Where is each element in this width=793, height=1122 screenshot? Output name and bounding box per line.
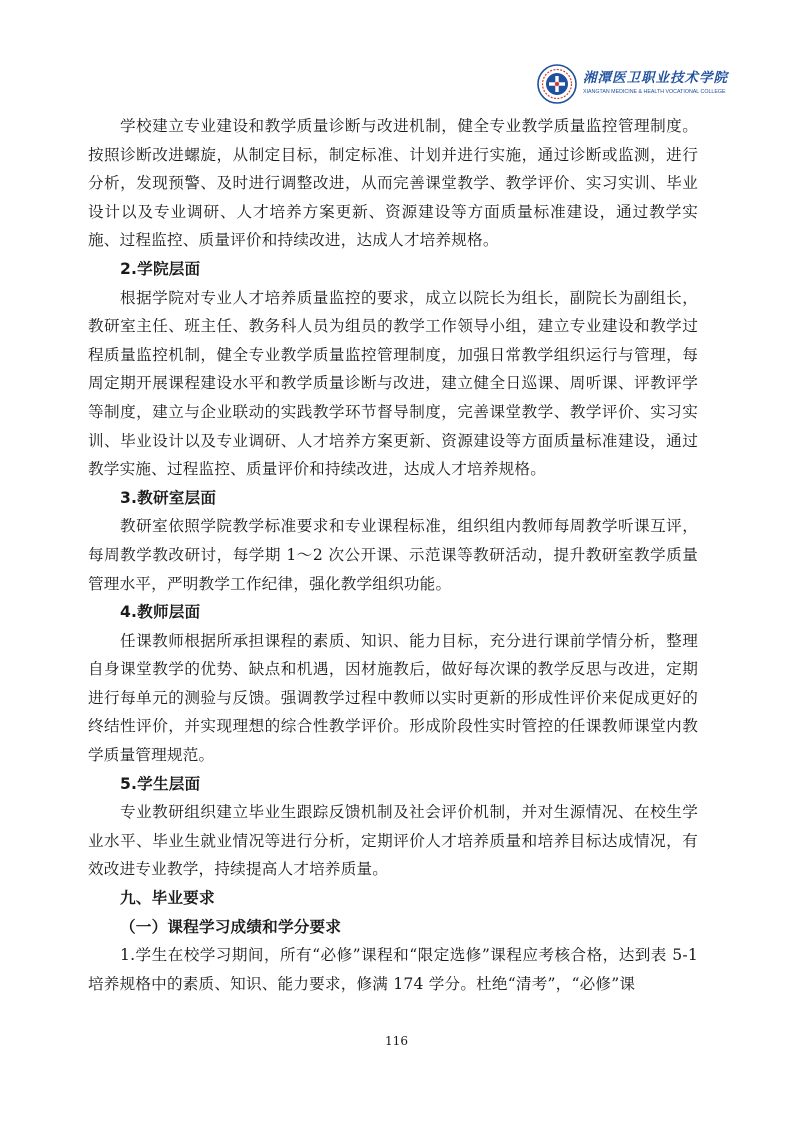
body-paragraph: 学校建立专业建设和教学质量诊断与改进机制，健全专业教学质量监控管理制度。按照诊断改进螺旋，从制定目标，制定标准、计划并进行实施，通过诊断或监测，进行分析，发现预警、及时进行调整改进，从而完善课堂教学、教学评价、实习实训、毕业设计以及专业调研、人才培养方案更新、资源建设等方面质量标准建设，通过教学实施、过程监控、质量评价和持续改进，达成人才培养规格。 [88, 117, 698, 250]
college-emblem-icon [537, 64, 577, 104]
page-number: 116 [385, 1034, 408, 1048]
body-paragraph: 任课教师根据所承担课程的素质、知识、能力目标，充分进行课前学情分析，整理自身课堂教学的优势、缺点和机遇，因材施教后，做好每次课的教学反思与改进，定期进行每单元的测验与反馈。强调教学过程中教师以实时更新的形成性评价来促成更好的终结性评价，并实现理想的综合性教学评价。形成阶段性实时管控的任课教师课堂内教学质量管理规范。 [88, 631, 698, 765]
college-logo [537, 64, 728, 108]
section-heading: 5.学生层面 [120, 774, 201, 793]
body-paragraph: 根据学院对专业人才培养质量监控的要求，成立以院长为组长，副院长为副组长，教研室主任、班主任、教务科人员为组员的教学工作领导小组，建立专业建设和教学过程质量监控机制，健全专业教学质量监控管理制度，加强日常教学组织运行与管理，每周定期开展课程建设水平和教学质量诊断与改进，建立健全日巡课、周听课、评教评学等制度，建立与企业联动的实践教学环节督导制度，完善课堂教学、教学评价、实习实训、毕业设计以及专业调研、人才培养方案更新、资源建设等方面质量标准建设，通过教学实施、过程监控、质量评价和持续改进，达成人才培养规格。 [88, 288, 698, 479]
section-heading: 3.教研室层面 [120, 488, 217, 507]
section-heading: 4.教师层面 [120, 603, 201, 622]
section-heading: 2.学院层面 [120, 259, 201, 278]
body-paragraph: 专业教研组织建立毕业生跟踪反馈机制及社会评价机制，并对生源情况、在校生学业水平、毕业生就业情况等进行分析，定期评价人才培养质量和培养目标达成情况，有效改进专业教学，持续提高人才培养质量。 [88, 803, 698, 879]
college-name-cn: 湘潭医卫职业技术学院 [583, 70, 728, 86]
college-name-en: XIANGTAN MEDICINE & HEALTH VOCATIONAL COLLEGE [583, 89, 726, 95]
body-paragraph: 1.学生在校学习期间，所有“必修”课程和“限定选修”课程应考核合格，达到表 5-1 培养规格中的素质、知识、能力要求，修满 174 学分。杜绝“清考”，“必修”课 [88, 946, 698, 993]
chapter-heading: 九、毕业要求 [120, 889, 215, 908]
body-paragraph: 教研室依照学院教学标准要求和专业课程标准，组织组内教师每周教学听课互评，每周教学教改研讨，每学期 1～2 次公开课、示范课等教研活动，提升教研室教学质量管理水平，严明教学工作纪律，强化教学组织功能。 [88, 517, 698, 593]
document-body [88, 112, 698, 998]
subsection-heading: （一）课程学习成绩和学分要求 [120, 917, 342, 936]
